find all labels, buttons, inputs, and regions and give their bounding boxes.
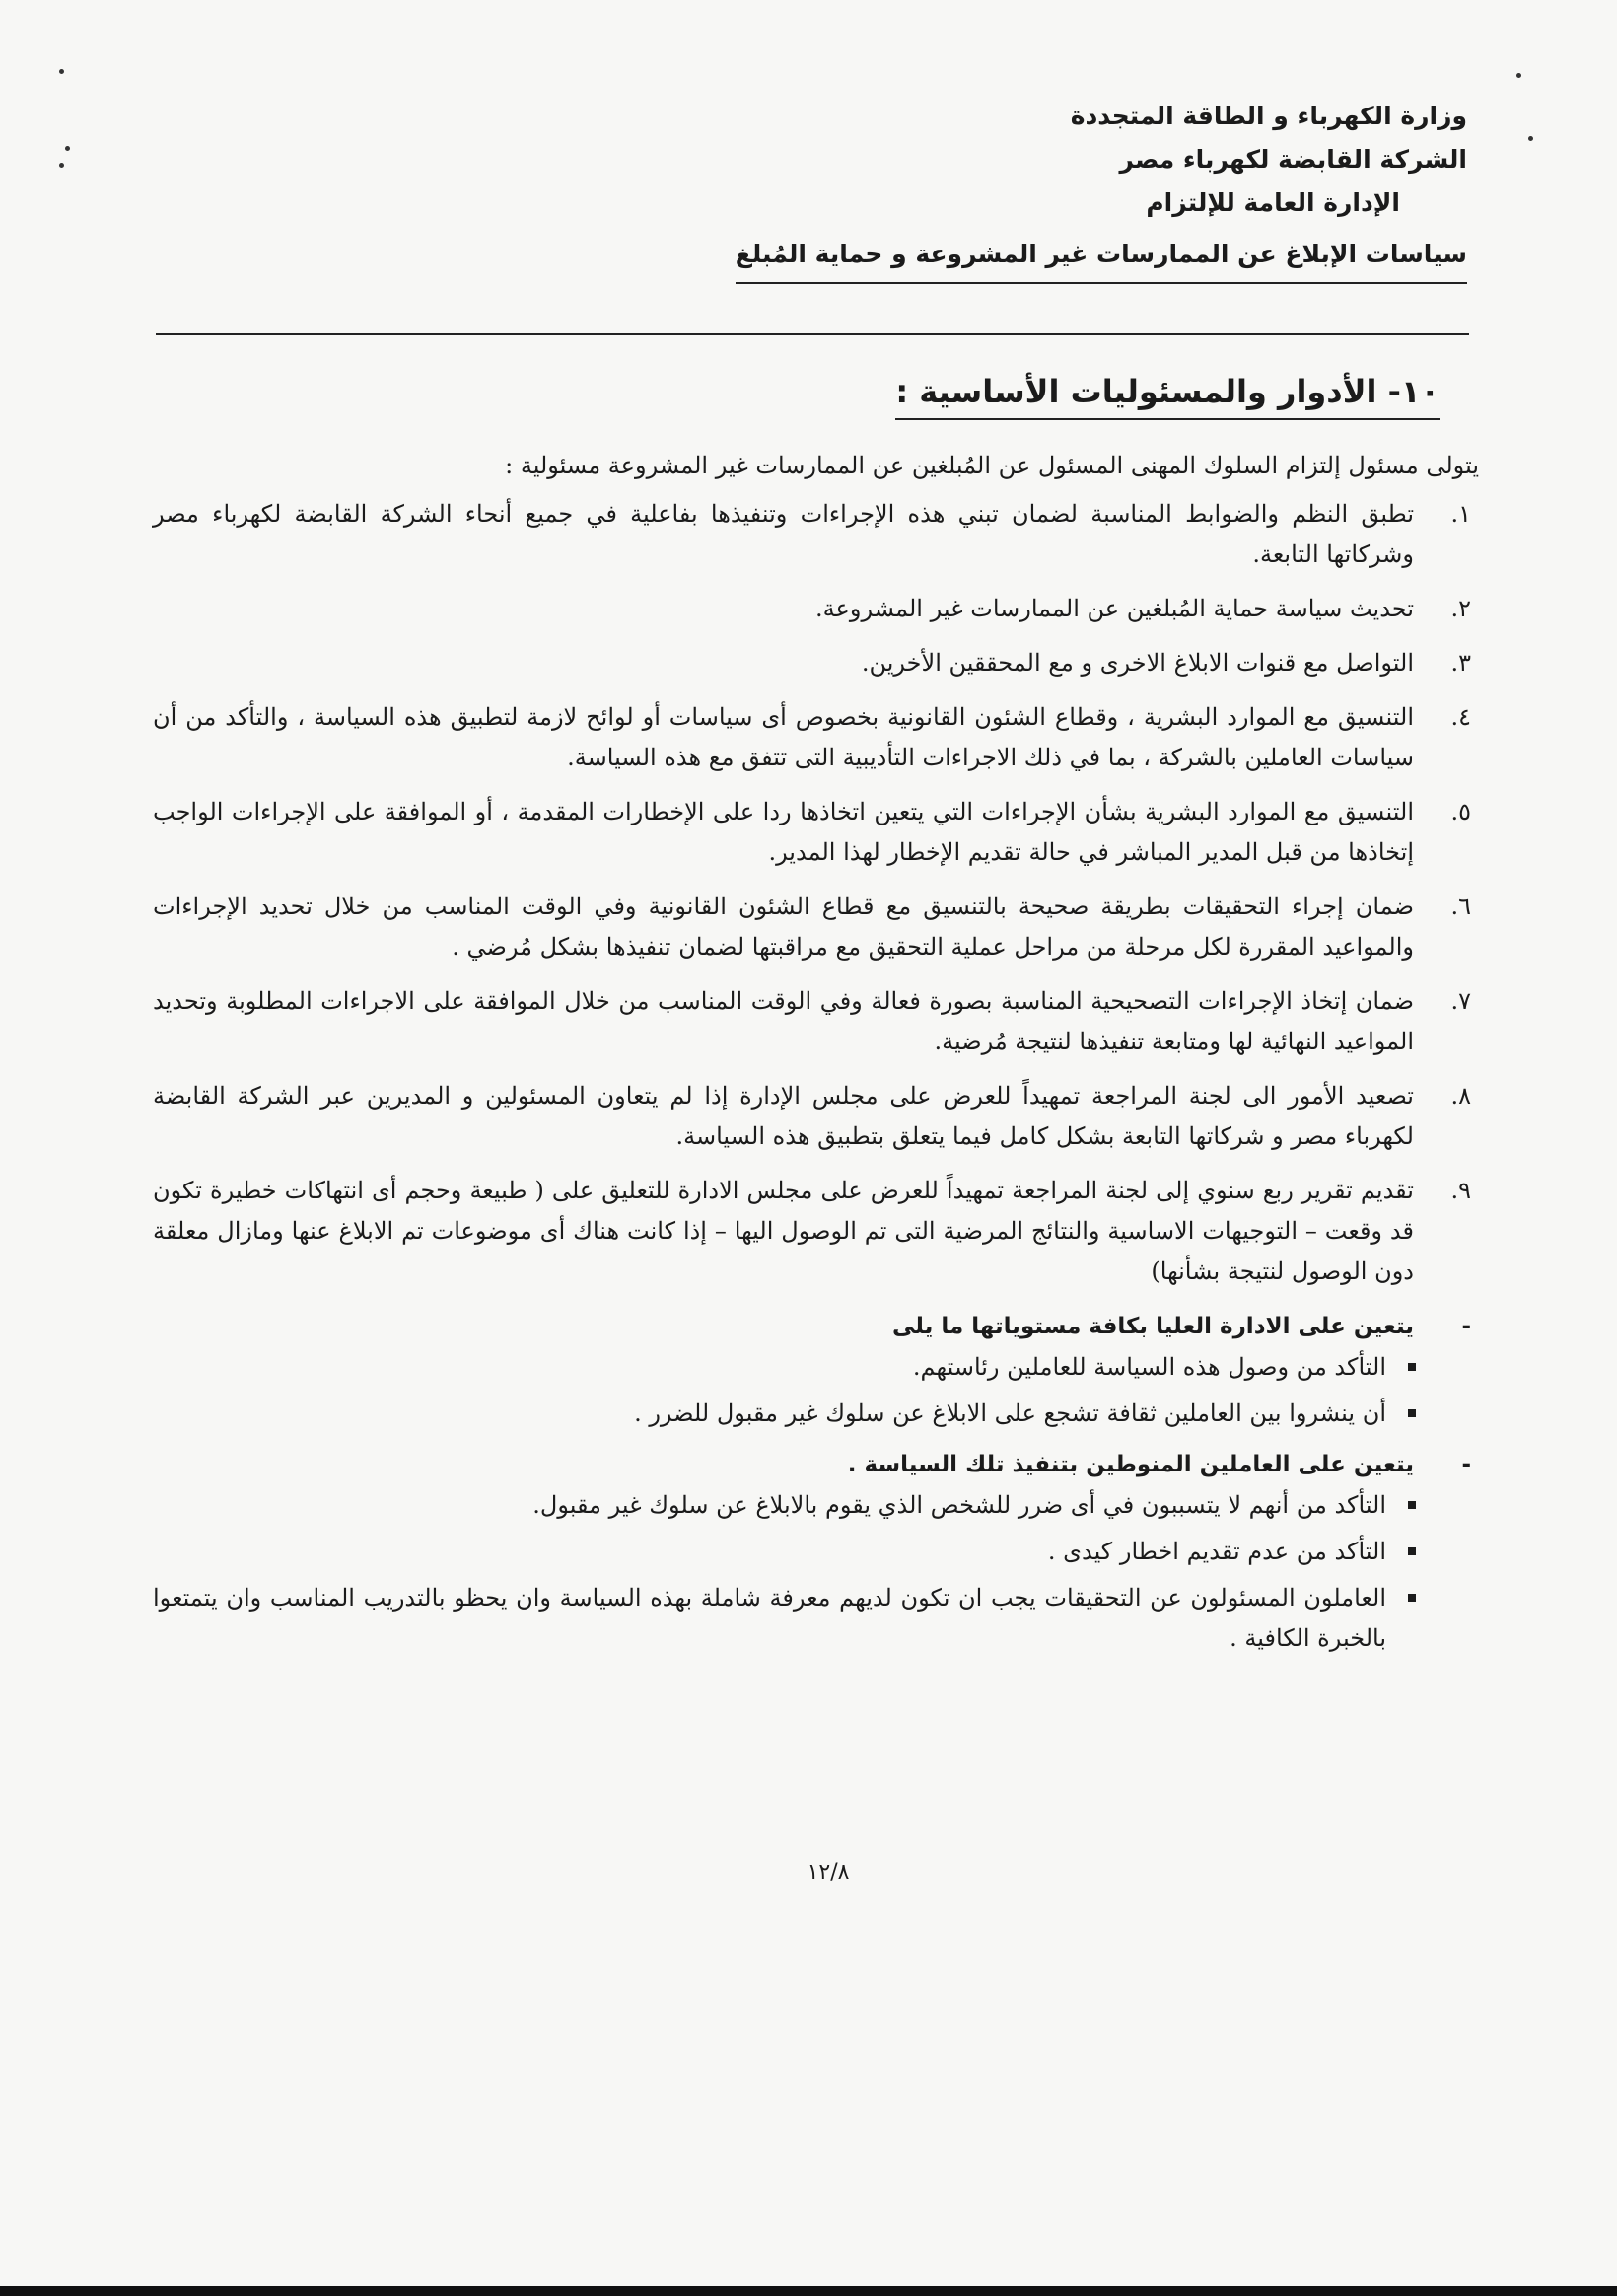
square-bullet-icon [1408, 1594, 1416, 1602]
heading-text: يتعين على الادارة العليا بكافة مستوياتها ما يلى [892, 1314, 1414, 1339]
header-divider [156, 333, 1469, 335]
item-text: تقديم تقرير ربع سنوي إلى لجنة المراجعة تمهيداً للعرض على مجلس الادارة للتعليق على ( طبيعة وحجم أى انتهاكات خطيرة تكون قد وقعت – التوجيهات الاساسية والنتائج المرضية التى تم الوصول اليها – إذا كانت هناك أى موضوعات تم الابلاغ عنها ومازال معلقة دون الوصول لنتيجة بشأنها) [153, 1177, 1414, 1285]
scan-speck [59, 163, 64, 168]
item-text: التواصل مع قنوات الابلاغ الاخرى و مع المحققين الأخرين. [861, 649, 1414, 677]
bullet-text: التأكد من عدم تقديم اخطار كيدى . [1047, 1538, 1386, 1565]
item-number: ٨. [1450, 1082, 1471, 1110]
bullet-text: أن ينشروا بين العاملين ثقافة تشجع على الابلاغ عن سلوك غير مقبول للضرر . [634, 1399, 1386, 1427]
square-bullet-icon [1408, 1363, 1416, 1371]
policy-title: سياسات الإبلاغ عن الممارسات غير المشروعة و حماية المُبلغ [736, 233, 1467, 284]
scan-speck [1516, 73, 1521, 78]
item-number: ٥. [1450, 798, 1471, 825]
item-text: تطبق النظم والضوابط المناسبة لضمان تبني هذه الإجراءات وتنفيذها بفاعلية في جميع أنحاء الشركة القابضة لكهرباء مصر وشركاتها التابعة. [153, 500, 1414, 568]
item-text: ضمان إتخاذ الإجراءات التصحيحية المناسبة بصورة فعالة وفي الوقت المناسب من خلال الموافقة على الاجراءات المطلوبة وتحديد المواعيد النهائية لها ومتابعة تنفيذها لنتيجة مُرضية. [153, 987, 1414, 1055]
item-text: التنسيق مع الموارد البشرية ، وقطاع الشئون القانونية بخصوص أى سياسات أو لوائح لازمة لتطبيق هذه السياسة ، والتأكد من أن سياسات العاملين بالشركة ، بما في ذلك الاجراءات التأديبية التى تتفق مع هذه السياسة. [153, 703, 1414, 771]
responsibilities-list [153, 494, 1479, 1292]
senior-management-heading [153, 1306, 1479, 1347]
letterhead [493, 95, 1479, 284]
heading-dash: - [1461, 1314, 1471, 1339]
list-item [153, 643, 1479, 683]
item-text: التنسيق مع الموارد البشرية بشأن الإجراءات التي يتعين اتخاذها ردا على الإخطارات المقدمة ، أو الموافقة على الإجراءات الواجب إتخاذها من قبل المدير المباشر في حالة تقديم الإخطار لهذا المدير. [153, 798, 1414, 866]
item-text: تصعيد الأمور الى لجنة المراجعة تمهيداً للعرض على مجلس الإدارة إذا لم يتعاون المسئولين و المديرين عبر الشركة القابضة لكهرباء مصر و شركاتها التابعة بشكل كامل فيما يتعلق بتطبيق هذه السياسة. [153, 1082, 1414, 1150]
list-item [153, 1076, 1479, 1157]
section-title: ١٠- الأدوار والمسئوليات الأساسية : [895, 367, 1440, 420]
employees-heading [153, 1444, 1479, 1485]
heading-dash: - [1461, 1452, 1471, 1477]
scan-speck [65, 146, 70, 151]
company-name: الشركة القابضة لكهرباء مصر [1119, 145, 1467, 174]
square-bullet-icon [1408, 1409, 1416, 1417]
department-name: الإدارة العامة للإلتزام [1146, 188, 1400, 217]
item-number: ٢. [1450, 595, 1471, 622]
item-number: ١. [1450, 500, 1471, 528]
bullet-item [153, 1532, 1422, 1572]
document-body [153, 367, 1479, 1665]
list-item [153, 589, 1479, 629]
bullet-item [153, 1485, 1422, 1526]
bullet-text: التأكد من وصول هذه السياسة للعاملين رئاستهم. [912, 1353, 1386, 1381]
list-item [153, 981, 1479, 1062]
item-number: ٩. [1450, 1177, 1471, 1204]
heading-text: يتعين على العاملين المنوطين بتنفيذ تلك السياسة . [847, 1452, 1414, 1477]
item-text: ضمان إجراء التحقيقات بطريقة صحيحة بالتنسيق مع قطاع الشئون القانونية وفي الوقت المناسب من خلال تحديد الإجراءات والمواعيد المقررة لكل مرحلة من مراحل عملية التحقيق مع مراقبتها لضمان تنفيذها بشكل مُرضي . [153, 893, 1414, 961]
bullet-item [153, 1394, 1422, 1434]
list-item [153, 887, 1479, 968]
scan-bottom-edge [0, 2286, 1617, 2296]
list-item [153, 494, 1479, 575]
bullet-item [153, 1347, 1422, 1388]
list-item [153, 697, 1479, 778]
item-number: ٦. [1450, 893, 1471, 920]
page-number: ١٢/٨ [807, 1860, 850, 1885]
ministry-name: وزارة الكهرباء و الطاقة المتجددة [1070, 102, 1467, 130]
list-item [153, 792, 1479, 873]
list-item [153, 1171, 1479, 1292]
item-number: ٣. [1450, 649, 1471, 677]
bullet-text: التأكد من أنهم لا يتسببون في أى ضرر للشخص الذي يقوم بالابلاغ عن سلوك غير مقبول. [532, 1491, 1386, 1519]
bullet-item [153, 1578, 1422, 1659]
square-bullet-icon [1408, 1501, 1416, 1509]
bullet-text: العاملون المسئولون عن التحقيقات يجب ان تكون لديهم معرفة شاملة بهذه السياسة وان يحظو بالتدريب المناسب وان يتمتعوا بالخبرة الكافية . [153, 1584, 1386, 1652]
scan-speck [59, 69, 64, 74]
item-text: تحديث سياسة حماية المُبلغين عن الممارسات غير المشروعة. [815, 595, 1414, 622]
section-intro: يتولى مسئول إلتزام السلوك المهنى المسئول عن المُبلغين عن الممارسات غير المشروعة مسئولية : [505, 452, 1479, 479]
scan-speck [1528, 136, 1533, 141]
item-number: ٧. [1450, 987, 1471, 1015]
item-number: ٤. [1450, 703, 1471, 731]
square-bullet-icon [1408, 1547, 1416, 1555]
